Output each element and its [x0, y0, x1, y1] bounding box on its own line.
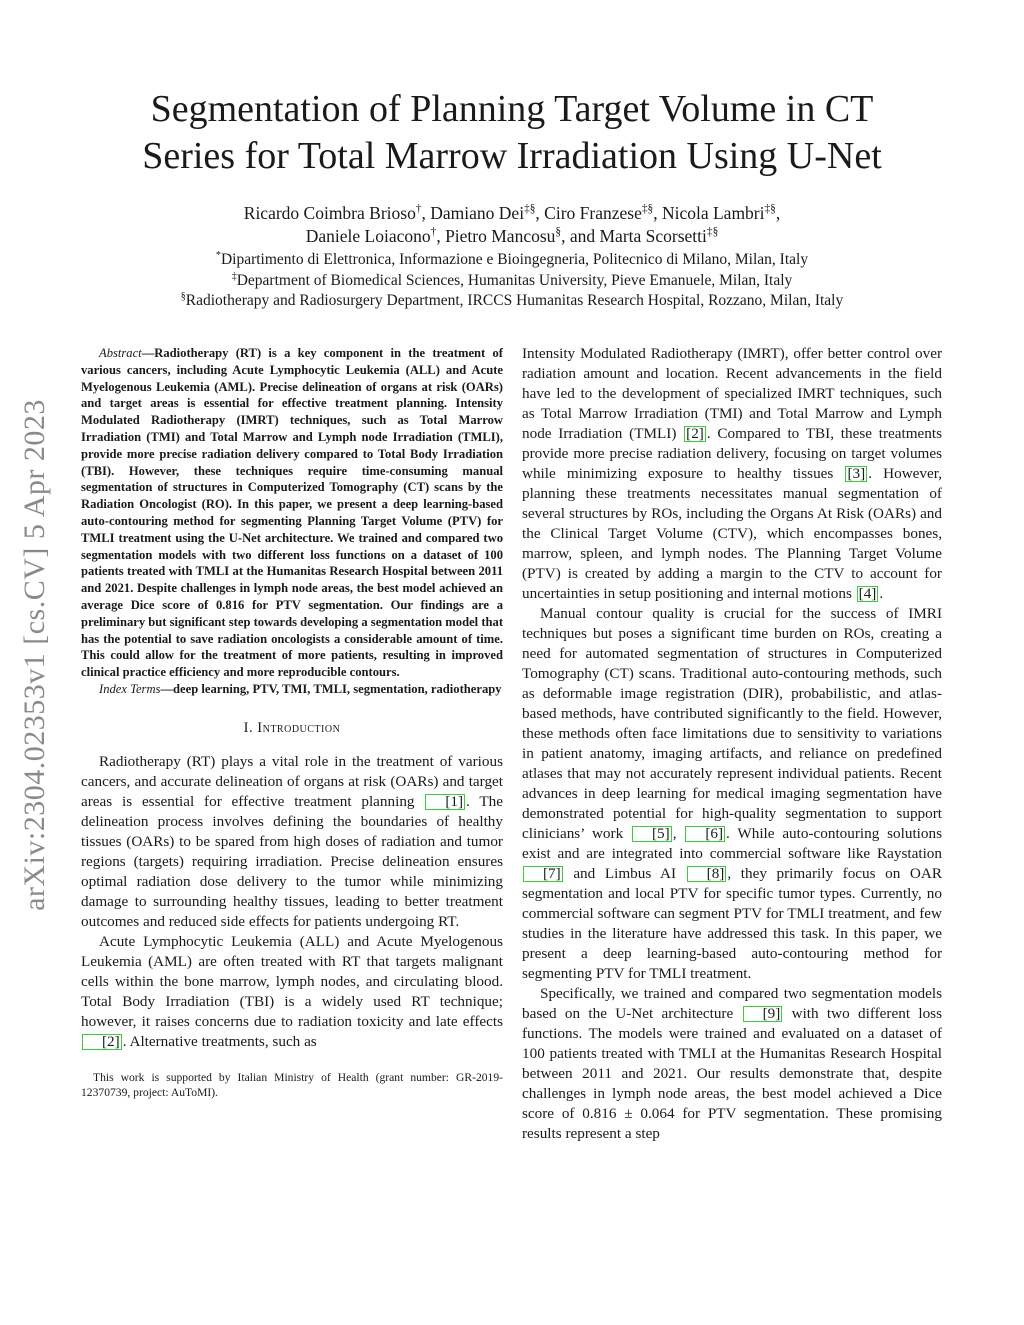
- abstract-text: —Radiotherapy (RT) is a key component in the treatment of various cancers, including Acute Lymphocytic Leukemia (ALL) and Acute Myelogenous Leukemia (AML). Precise delineation of organs at risk (OARs) and target areas is essential for effective treatment planning. Intensity Modulated Radiotherapy (IMRT) techniques, such as Total Marrow Irradiation (TMI) and Total Marrow and Lymph node Irradiation (TMLI), provide more precise radiation delivery compared to Total Body Irradiation (TBI). However, these techniques require time-consuming manual segmentation of structures in Computerized Tomography (CT) scans by the Radiation Oncologist (RO). In this paper, we present a deep learning-based auto-contouring method for segmenting Planning Target Volume (PTV) for TMLI treatment using the U-Net architecture. We trained and compared two segmentation models with two different loss functions on a dataset of 100 patients treated with TMLI at the Humanitas Research Hospital between 2011 and 2021. Despite challenges in lymph node areas, the best model achieved an average Dice score of 0.816 for PTV segmentation. Our findings are a preliminary but significant step towards developing a segmentation model that has the potential to save radiation oncologists a considerable amount of time. This could allow for the treatment of more patients, resulting in improved clinical practice efficiency and more reproducible contours.: [81, 346, 504, 680]
- left-column: [81, 345, 503, 1100]
- author-list: Ricardo Coimbra Brioso†, Damiano Dei‡§, Ciro Franzese‡§, Nicola Lambri‡§, Daniele Loiacono†, Pietro Mancosu§, and Marta Scorsetti‡§: [243, 203, 781, 246]
- right-paragraph-2: Manual contour quality is crucial for the success of IMRI techniques but poses a significant time burden on ROs, creating a need for automated segmentation of structures in Computerized Tomography (CT) scans. Traditional auto-contouring methods, such as deformable image registration (DIR), probabilistic, and atlas-based methods, have contributed significantly to the field. However, these methods often face limitations due to sensitivity to variations in patient anatomy, imaging artifacts, and reliance on predefined atlases that may not accurately represent individual patients. Recent advances in deep learning for medical imaging segmentation have demonstrated potential for high-quality segmentation to support clinicians’ work [5] , [6] . While auto-contouring solutions exist and are integrated into commercial software like Raystation [7] and Limbus AI [8] , they primarily focus on OAR segmentation and local PTV for specific tumor types. Currently, no commercial software can segment PTV for TMLI treatment, and few studies in the literature have addressed this task. In this paper, we present a deep learning-based auto-contouring method for segmenting PTV for TMLI treatment.: [522, 605, 942, 982]
- index-terms-text: —deep learning, PTV, TMI, TMLI, segmentation, radiotherapy: [160, 681, 502, 696]
- paper-title: [80, 86, 944, 180]
- affiliation: *Dipartimento di Elettronica, Informazione e Bioingegneria, Politecnico di Milano, Milan, Italy: [215, 249, 809, 268]
- author-name: Daniele Loiacono: [305, 226, 431, 246]
- citation-link[interactable]: [8]: [687, 866, 727, 882]
- abstract: [81, 345, 503, 681]
- intro-paragraph-1: Radiotherapy (RT) plays a vital role in the treatment of various cancers, and accurate delineation of organs at risk (OARs) and target areas is essential for effective treatment planning [1] . The delineation process involves defining the boundaries of healthy tissues (OARs) to be spared from high doses of radiation and tumor regions (targets) requiring irradiation. Precise delineation ensures optimal radiation dose delivery to the tumor while minimizing damage to surrounding healthy tissues, leading to better treatment outcomes and reduced side effects for patients undergoing RT.: [81, 752, 503, 930]
- citation-link[interactable]: [1]: [425, 794, 465, 810]
- affiliation: §Radiotherapy and Radiosurgery Department, IRCCS Humanitas Research Hospital, Rozzano, Milan, Italy: [180, 290, 844, 309]
- index-terms: [81, 681, 503, 698]
- author-name: Ciro Franzese: [544, 203, 642, 223]
- arxiv-sidebar-stamp: [12, 350, 58, 960]
- citation-link[interactable]: [6]: [685, 826, 725, 842]
- author-mark: ‡§: [524, 203, 536, 216]
- citation-link[interactable]: [3]: [847, 465, 866, 482]
- right-paragraph-1: Intensity Modulated Radiotherapy (IMRT), offer better control over radiation amount and location. Recent advancements in the field have led to the development of specialized IMRT techniques, such as Total Marrow Irradiation (TMI) and Total Marrow and Lymph node Irradiation (TMLI) [2] . Compared to TBI, these treatments provide more precise radiation delivery, focusing on target volumes while minimizing exposure to healthy tissues [3] . However, planning these treatments necessitates manual segmentation of several structures by ROs, including the Organs At Risk (OARs) and the Clinical Target Volume (CTV), which encompasses bones, marrow, spleen, and lymph nodes. The Planning Target Volume (PTV) is created by adding a margin to the CTV to account for uncertainties in setup positioning and internal motions [4] .: [522, 345, 942, 602]
- author-mark: †: [415, 203, 422, 216]
- author-mark: †: [430, 226, 437, 239]
- right-column: [522, 344, 942, 1144]
- author-name: Ricardo Coimbra Brioso: [243, 203, 416, 223]
- author-mark: ‡§: [764, 203, 776, 216]
- section-heading-introduction: I. Introduction: [243, 719, 341, 736]
- index-terms-label: Index Terms: [99, 681, 161, 696]
- author-mark: ‡§: [706, 226, 719, 239]
- abstract-label: Abstract: [99, 346, 142, 360]
- right-paragraph-3: Specifically, we trained and compared two segmentation models based on the U-Net architecture [9] with two different loss functions. The models were trained and evaluated on a dataset of 100 patients treated with TMLI at the Humanitas Research Hospital between 2011 and 2021. Our results demonstrate that, despite challenges in lymph node areas, the best model achieved a Dice score of 0.816 ± 0.064 for PTV segmentation. These promising results represent a step: [522, 985, 942, 1142]
- author-name: Damiano Dei: [430, 203, 525, 223]
- citation-link[interactable]: [7]: [523, 866, 563, 882]
- citation-link[interactable]: [2]: [686, 425, 704, 442]
- citation-link[interactable]: [4]: [858, 585, 877, 602]
- title-line-1: Segmentation of Planning Target Volume in CT: [150, 88, 874, 130]
- author-mark: ‡§: [641, 203, 654, 216]
- author-mark: §: [555, 226, 562, 239]
- intro-paragraph-2: Acute Lymphocytic Leukemia (ALL) and Acute Myelogenous Leukemia (AML) are often treated with RT that targets malignant cells within the bone marrow, lymph nodes, and circulating blood. Total Body Irradiation (TBI) is a widely used RT technique; however, it raises concerns due to radiation toxicity and late effects [2] . Alternative treatments, such as: [81, 932, 503, 1050]
- affiliation-list: [70, 250, 954, 312]
- citation-link[interactable]: [2]: [82, 1034, 122, 1050]
- author-name: Nicola Lambri: [661, 203, 765, 223]
- author-name: Pietro Mancosu: [445, 226, 556, 246]
- citation-link[interactable]: [9]: [743, 1006, 783, 1022]
- title-line-2: Series for Total Marrow Irradiation Using U-Net: [142, 135, 882, 177]
- arxiv-identifier: arXiv:2304.02353v1 [cs.CV] 5 Apr 2023: [18, 399, 51, 911]
- author-name: and Marta Scorsetti: [569, 226, 707, 246]
- citation-link[interactable]: [5]: [632, 826, 672, 842]
- affiliation: ‡Department of Biomedical Sciences, Humanitas University, Pieve Emanuele, Milan, Italy: [231, 270, 793, 289]
- funding-footnote: This work is supported by Italian Ministry of Health (grant number: GR-2019-12370739, project: AuToMI).: [81, 1070, 503, 1099]
